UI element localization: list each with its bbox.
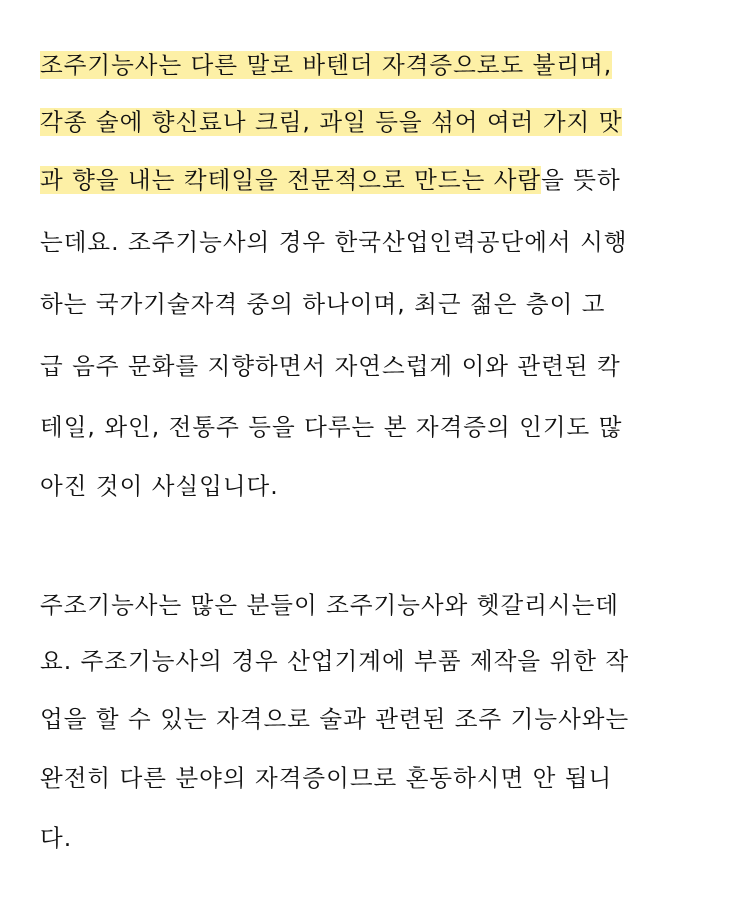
paragraph2-line-2: 요. 주조기능사의 경우 산업기계에 부품 제작을 위한 작 <box>40 647 630 675</box>
paragraph2-line-5: 다. <box>40 824 73 852</box>
paragraph1-line-3 <box>40 157 621 203</box>
paragraph1-line-5: 하는 국가기술자격 중의 하나이며, 최근 젊은 층이 고 <box>40 290 606 318</box>
paragraph1-line-8: 아진 것이 사실입니다. <box>40 472 279 500</box>
paragraph2-line-4: 완전히 다른 분야의 자격증이므로 혼동하시면 안 됩니 <box>40 764 613 792</box>
plain-text: 을 뜻하 <box>541 166 621 194</box>
highlighted-text: 각종 술에 향신료나 크림, 과일 등을 섞어 여러 가지 맛 <box>40 108 623 136</box>
paragraph1-line-6: 급 음주 문화를 지향하면서 자연스럽게 이와 관련된 칵 <box>40 352 621 380</box>
highlighted-text: 조주기능사는 다른 말로 바텐더 자격증으로도 불리며, <box>40 51 613 79</box>
paragraph2-line-3: 업을 할 수 있는 자격으로 술과 관련된 조주 기능사와는 <box>40 705 630 733</box>
paragraph1-line-1 <box>40 42 612 88</box>
paragraph1-line-7: 테일, 와인, 전통주 등을 다루는 본 자격증의 인기도 많 <box>40 413 623 441</box>
paragraph1-line-2 <box>40 99 622 145</box>
paragraph1-line-4: 는데요. 조주기능사의 경우 한국산업인력공단에서 시행 <box>40 228 628 256</box>
highlighted-text: 과 향을 내는 칵테일을 전문적으로 만드는 사람 <box>40 166 542 194</box>
paragraph2-line-1: 주조기능사는 많은 분들이 조주기능사와 헷갈리시는데 <box>40 591 620 619</box>
